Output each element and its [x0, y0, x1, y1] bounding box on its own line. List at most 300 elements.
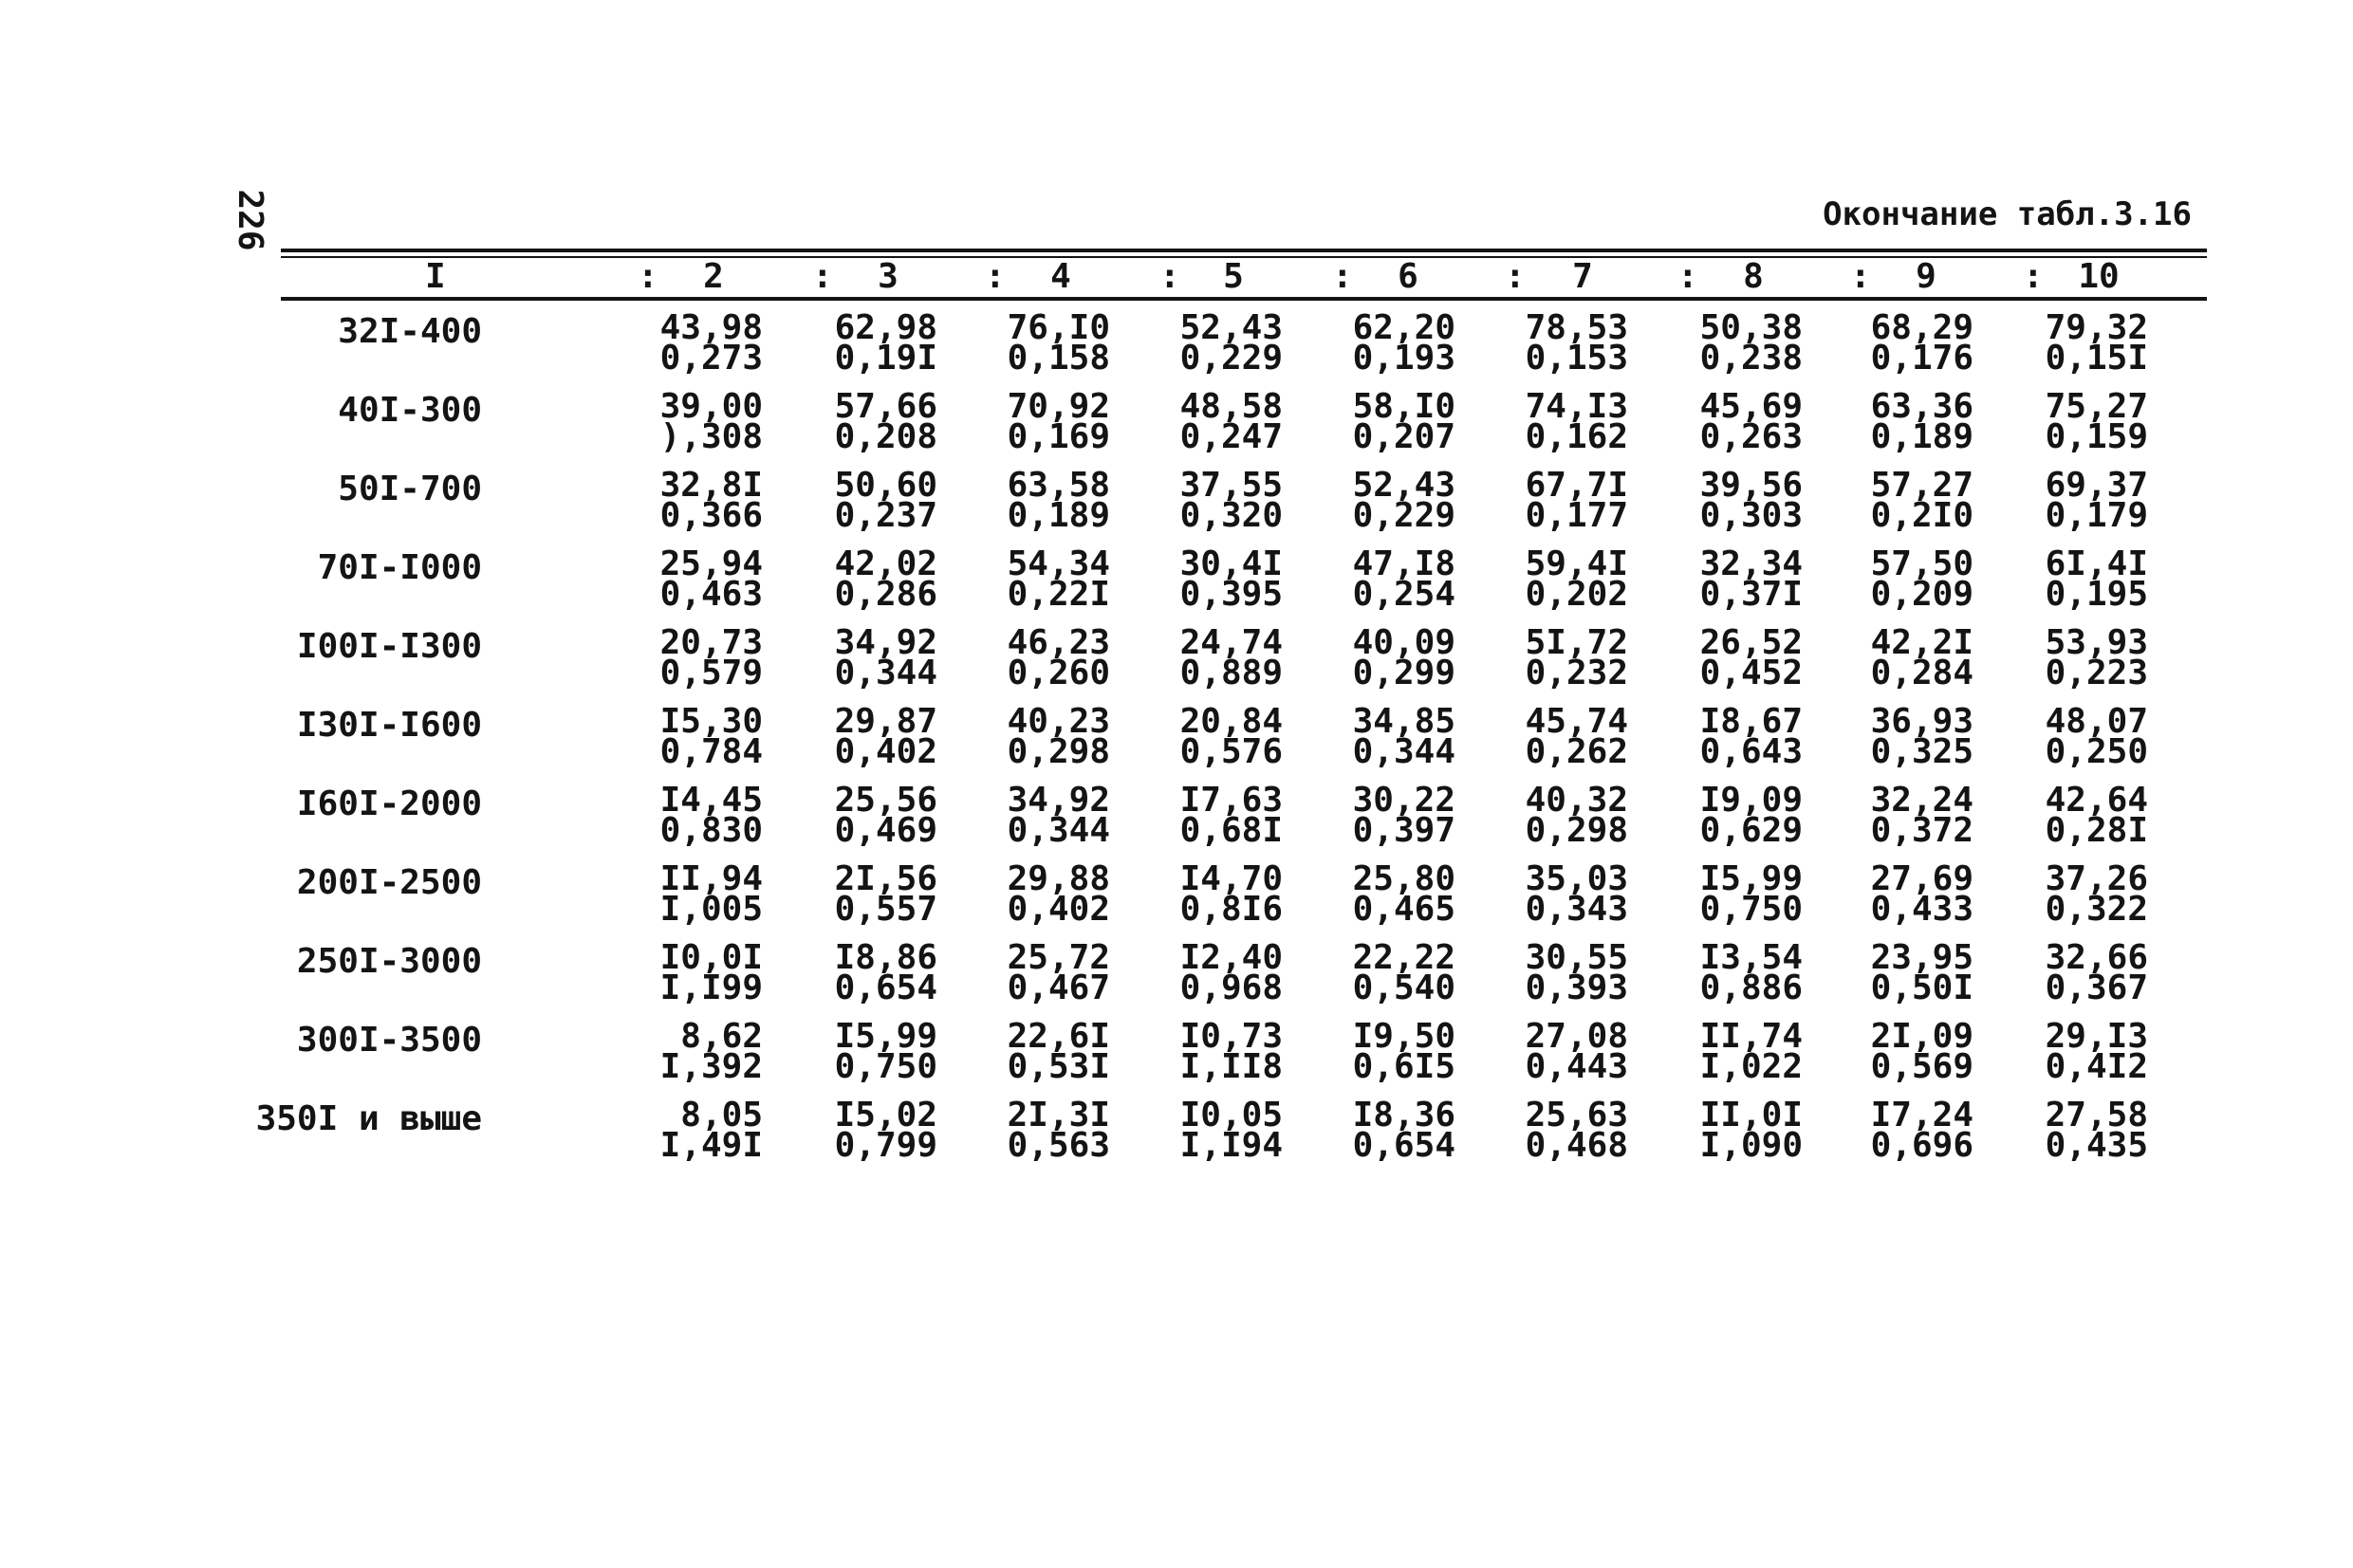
- table-cell: [1689, 1017, 1803, 1086]
- table-cell: [824, 623, 937, 692]
- cell-value-top: 42,64: [2045, 781, 2148, 820]
- cell-value-top: 62,20: [1352, 308, 1455, 347]
- cell-value-top: 58,I0: [1352, 387, 1455, 426]
- table-row: [0, 938, 2353, 1022]
- cell-value-bottom: I,I99: [659, 968, 763, 1007]
- cell-value-bottom: 0,344: [1352, 732, 1455, 771]
- table-cell: [2034, 387, 2148, 456]
- cell-value-bottom: 0,162: [1525, 417, 1628, 456]
- header-separator: :: [1677, 257, 1698, 296]
- table-cell: [824, 466, 937, 535]
- cell-value-top: I8,36: [1352, 1096, 1455, 1134]
- table-cell: [1169, 387, 1283, 456]
- cell-value-top: 30,55: [1525, 938, 1628, 977]
- cell-value-top: 29,88: [1007, 859, 1110, 898]
- table-row: [0, 387, 2353, 470]
- table-cell: [1342, 623, 1455, 692]
- cell-value-top: 30,4I: [1179, 544, 1283, 583]
- cell-value-top: 2I,56: [834, 859, 937, 898]
- cell-value-top: 42,02: [834, 544, 937, 583]
- cell-value-top: I5,30: [659, 702, 763, 741]
- cell-value-bottom: 0,176: [1870, 339, 1973, 378]
- table-cell: [1860, 466, 1973, 535]
- cell-value-bottom: 0,654: [1352, 1126, 1455, 1165]
- cell-value-bottom: 0,393: [1525, 968, 1628, 1007]
- cell-value-bottom: 0,250: [2045, 732, 2148, 771]
- table-cell: [2034, 859, 2148, 929]
- cell-value-top: 6I,4I: [2045, 544, 2148, 583]
- cell-value-top: 22,22: [1352, 938, 1455, 977]
- header-separator: :: [1505, 257, 1526, 296]
- cell-value-top: I0,73: [1179, 1017, 1283, 1056]
- cell-value-top: 52,43: [1352, 466, 1455, 505]
- table-cell: [1514, 466, 1628, 535]
- header-col-1: I: [425, 257, 446, 296]
- cell-value-bottom: 0,260: [1007, 654, 1110, 692]
- table-cell: [1342, 387, 1455, 456]
- cell-value-bottom: 0,402: [1007, 890, 1110, 929]
- cell-value-top: 50,38: [1699, 308, 1803, 347]
- table-cell: [824, 308, 937, 378]
- cell-value-bottom: 0,465: [1352, 890, 1455, 929]
- cell-value-top: 76,I0: [1007, 308, 1110, 347]
- table-cell: [1514, 1017, 1628, 1086]
- cell-value-top: I5,02: [834, 1096, 937, 1134]
- cell-value-bottom: 0,15I: [2045, 339, 2148, 378]
- table-cell: [1514, 544, 1628, 614]
- cell-value-bottom: 0,284: [1870, 654, 1973, 692]
- table-cell: [996, 938, 1110, 1007]
- cell-value-top: I9,50: [1352, 1017, 1455, 1056]
- cell-value-bottom: 0,367: [2045, 968, 2148, 1007]
- cell-value-top: 63,58: [1007, 466, 1110, 505]
- cell-value-top: II,74: [1699, 1017, 1803, 1056]
- cell-value-top: 46,23: [1007, 623, 1110, 662]
- table-cell: [1860, 387, 1973, 456]
- cell-value-bottom: 0,402: [834, 732, 937, 771]
- table-header: [0, 258, 2353, 296]
- table-cell: [1169, 859, 1283, 929]
- cell-value-bottom: 0,159: [2045, 417, 2148, 456]
- cell-value-top: 70,92: [1007, 387, 1110, 426]
- table-cell: [649, 1017, 763, 1086]
- cell-value-top: 78,53: [1525, 308, 1628, 347]
- row-label: 40I-300: [338, 391, 482, 430]
- cell-value-bottom: 0,193: [1352, 339, 1455, 378]
- cell-value-bottom: 0,322: [2045, 890, 2148, 929]
- cell-value-bottom: 0,189: [1870, 417, 1973, 456]
- cell-value-bottom: 0,696: [1870, 1126, 1973, 1165]
- cell-value-bottom: 0,153: [1525, 339, 1628, 378]
- table-cell: [824, 1017, 937, 1086]
- table-cell: [2034, 781, 2148, 850]
- cell-value-top: I7,63: [1179, 781, 1283, 820]
- cell-value-bottom: 0,435: [2045, 1126, 2148, 1165]
- cell-value-bottom: ),308: [659, 417, 763, 456]
- table-cell: [824, 1096, 937, 1165]
- table-cell: [824, 859, 937, 929]
- cell-value-bottom: 0,750: [834, 1047, 937, 1086]
- cell-value-top: 52,43: [1179, 308, 1283, 347]
- cell-value-top: 29,87: [834, 702, 937, 741]
- cell-value-top: 45,69: [1699, 387, 1803, 426]
- cell-value-top: 50,60: [834, 466, 937, 505]
- cell-value-bottom: 0,177: [1525, 496, 1628, 535]
- table-cell: [996, 702, 1110, 771]
- table-cell: [996, 781, 1110, 850]
- table-row: [0, 1096, 2353, 1179]
- cell-value-top: I4,45: [659, 781, 763, 820]
- cell-value-bottom: 0,6I5: [1352, 1047, 1455, 1086]
- table-cell: [1860, 623, 1973, 692]
- table-cell: [1514, 702, 1628, 771]
- cell-value-bottom: 0,750: [1699, 890, 1803, 929]
- cell-value-bottom: 0,263: [1699, 417, 1803, 456]
- table-cell: [1169, 702, 1283, 771]
- table-cell: [824, 544, 937, 614]
- cell-value-bottom: 0,629: [1699, 811, 1803, 850]
- cell-value-bottom: 0,208: [834, 417, 937, 456]
- table-cell: [1342, 466, 1455, 535]
- cell-value-top: 2I,09: [1870, 1017, 1973, 1056]
- cell-value-top: II,0I: [1699, 1096, 1803, 1134]
- cell-value-bottom: 0,784: [659, 732, 763, 771]
- cell-value-bottom: 0,830: [659, 811, 763, 850]
- cell-value-top: 24,74: [1179, 623, 1283, 662]
- cell-value-top: 23,95: [1870, 938, 1973, 977]
- cell-value-bottom: 0,229: [1352, 496, 1455, 535]
- cell-value-bottom: 0,366: [659, 496, 763, 535]
- table-row: [0, 623, 2353, 707]
- table-cell: [1342, 859, 1455, 929]
- table-cell: [1169, 781, 1283, 850]
- cell-value-top: 62,98: [834, 308, 937, 347]
- table-cell: [1342, 1096, 1455, 1165]
- table-cell: [996, 308, 1110, 378]
- cell-value-top: 8,05: [680, 1096, 763, 1134]
- table-cell: [1169, 938, 1283, 1007]
- table-cell: [1169, 544, 1283, 614]
- cell-value-bottom: 0,469: [834, 811, 937, 850]
- header-bottom-rule: [281, 297, 2207, 301]
- table-cell: [1169, 1096, 1283, 1165]
- table-cell: [2034, 1017, 2148, 1086]
- cell-value-bottom: 0,28I: [2045, 811, 2148, 850]
- table-cell: [649, 387, 763, 456]
- table-cell: [1689, 702, 1803, 771]
- cell-value-top: 40,09: [1352, 623, 1455, 662]
- table-body: [0, 308, 2353, 1179]
- cell-value-top: 25,63: [1525, 1096, 1628, 1134]
- cell-value-top: I8,67: [1699, 702, 1803, 741]
- cell-value-top: 59,4I: [1525, 544, 1628, 583]
- table-cell: [1342, 1017, 1455, 1086]
- table-cell: [1689, 387, 1803, 456]
- cell-value-top: 25,80: [1352, 859, 1455, 898]
- table-cell: [2034, 623, 2148, 692]
- cell-value-top: 27,69: [1870, 859, 1973, 898]
- cell-value-top: I4,70: [1179, 859, 1283, 898]
- cell-value-top: 27,08: [1525, 1017, 1628, 1056]
- cell-value-bottom: 0,372: [1870, 811, 1973, 850]
- cell-value-bottom: 0,298: [1007, 732, 1110, 771]
- table-cell: [1514, 781, 1628, 850]
- cell-value-top: 35,03: [1525, 859, 1628, 898]
- cell-value-top: I2,40: [1179, 938, 1283, 977]
- cell-value-bottom: 0,563: [1007, 1126, 1110, 1165]
- table-cell: [1169, 623, 1283, 692]
- header-separator: :: [985, 257, 1006, 296]
- cell-value-top: 79,32: [2045, 308, 2148, 347]
- cell-value-top: 63,36: [1870, 387, 1973, 426]
- cell-value-top: 37,55: [1179, 466, 1283, 505]
- cell-value-top: 30,22: [1352, 781, 1455, 820]
- cell-value-bottom: 0,433: [1870, 890, 1973, 929]
- row-label: 250I-3000: [296, 942, 482, 981]
- cell-value-top: 68,29: [1870, 308, 1973, 347]
- table-cell: [824, 702, 937, 771]
- header-col-8: 8: [1743, 257, 1764, 296]
- cell-value-top: 47,I8: [1352, 544, 1455, 583]
- table-cell: [996, 1017, 1110, 1086]
- cell-value-bottom: 0,463: [659, 575, 763, 614]
- cell-value-bottom: 0,189: [1007, 496, 1110, 535]
- header-separator: :: [812, 257, 833, 296]
- cell-value-bottom: 0,19I: [834, 339, 937, 378]
- header-separator: :: [1850, 257, 1871, 296]
- table-cell: [1860, 1096, 1973, 1165]
- table-cell: [1514, 1096, 1628, 1165]
- table-row: [0, 1017, 2353, 1100]
- cell-value-bottom: 0,395: [1179, 575, 1283, 614]
- cell-value-top: 26,52: [1699, 623, 1803, 662]
- header-col-6: 6: [1398, 257, 1418, 296]
- table-cell: [1342, 781, 1455, 850]
- cell-value-top: 37,26: [2045, 859, 2148, 898]
- header-separator: :: [1159, 257, 1180, 296]
- cell-value-bottom: 0,654: [834, 968, 937, 1007]
- header-col-5: 5: [1223, 257, 1244, 296]
- header-top-rule: [281, 249, 2207, 252]
- cell-value-top: 34,92: [834, 623, 937, 662]
- header-separator: :: [2023, 257, 2044, 296]
- table-cell: [1860, 544, 1973, 614]
- cell-value-bottom: 0,232: [1525, 654, 1628, 692]
- cell-value-bottom: 0,262: [1525, 732, 1628, 771]
- cell-value-top: I0,05: [1179, 1096, 1283, 1134]
- row-label: 32I-400: [338, 312, 482, 351]
- table-cell: [649, 859, 763, 929]
- table-cell: [649, 544, 763, 614]
- cell-value-bottom: 0,298: [1525, 811, 1628, 850]
- table-caption: Окончание табл.3.16: [1823, 195, 2192, 233]
- cell-value-bottom: 0,223: [2045, 654, 2148, 692]
- cell-value-bottom: 0,540: [1352, 968, 1455, 1007]
- cell-value-bottom: 0,557: [834, 890, 937, 929]
- table-cell: [1169, 466, 1283, 535]
- table-row: [0, 308, 2353, 392]
- cell-value-bottom: 0,273: [659, 339, 763, 378]
- table-cell: [996, 387, 1110, 456]
- table-cell: [649, 466, 763, 535]
- cell-value-top: 48,58: [1179, 387, 1283, 426]
- cell-value-bottom: 0,643: [1699, 732, 1803, 771]
- cell-value-bottom: I,I94: [1179, 1126, 1283, 1165]
- header-col-7: 7: [1572, 257, 1593, 296]
- cell-value-top: 8,62: [680, 1017, 763, 1056]
- cell-value-bottom: 0,237: [834, 496, 937, 535]
- table-cell: [996, 466, 1110, 535]
- table-cell: [1689, 781, 1803, 850]
- cell-value-bottom: 0,37I: [1699, 575, 1803, 614]
- cell-value-top: 27,58: [2045, 1096, 2148, 1134]
- cell-value-top: I5,99: [834, 1017, 937, 1056]
- cell-value-bottom: I,392: [659, 1047, 763, 1086]
- table-cell: [1342, 308, 1455, 378]
- table-cell: [1860, 781, 1973, 850]
- cell-value-top: 53,93: [2045, 623, 2148, 662]
- cell-value-top: 2I,3I: [1007, 1096, 1110, 1134]
- cell-value-top: 48,07: [2045, 702, 2148, 741]
- table-cell: [649, 702, 763, 771]
- cell-value-top: 25,56: [834, 781, 937, 820]
- table-cell: [1689, 1096, 1803, 1165]
- table-cell: [649, 938, 763, 1007]
- cell-value-bottom: 0,968: [1179, 968, 1283, 1007]
- table-cell: [1514, 308, 1628, 378]
- row-label: 70I-I000: [317, 548, 482, 587]
- cell-value-bottom: I,090: [1699, 1126, 1803, 1165]
- cell-value-bottom: 0,209: [1870, 575, 1973, 614]
- header-separator: :: [1332, 257, 1353, 296]
- table-cell: [824, 387, 937, 456]
- cell-value-top: II,94: [659, 859, 763, 898]
- table-cell: [1689, 544, 1803, 614]
- cell-value-bottom: 0,889: [1179, 654, 1283, 692]
- cell-value-top: 74,I3: [1525, 387, 1628, 426]
- cell-value-bottom: 0,303: [1699, 496, 1803, 535]
- cell-value-bottom: 0,53I: [1007, 1047, 1110, 1086]
- cell-value-bottom: 0,68I: [1179, 811, 1283, 850]
- cell-value-bottom: 0,254: [1352, 575, 1455, 614]
- cell-value-bottom: I,49I: [659, 1126, 763, 1165]
- table-cell: [824, 938, 937, 1007]
- table-row: [0, 702, 2353, 785]
- table-cell: [1689, 859, 1803, 929]
- header-col-10: 10: [2078, 257, 2120, 296]
- cell-value-top: I5,99: [1699, 859, 1803, 898]
- cell-value-bottom: 0,4I2: [2045, 1047, 2148, 1086]
- cell-value-top: 29,I3: [2045, 1017, 2148, 1056]
- table-cell: [649, 781, 763, 850]
- table-cell: [1689, 623, 1803, 692]
- cell-value-bottom: 0,344: [1007, 811, 1110, 850]
- cell-value-bottom: 0,169: [1007, 417, 1110, 456]
- table-cell: [996, 859, 1110, 929]
- table-cell: [1689, 308, 1803, 378]
- cell-value-top: 57,66: [834, 387, 937, 426]
- cell-value-bottom: I,022: [1699, 1047, 1803, 1086]
- header-col-4: 4: [1050, 257, 1071, 296]
- cell-value-top: I7,24: [1870, 1096, 1973, 1134]
- cell-value-bottom: 0,443: [1525, 1047, 1628, 1086]
- cell-value-bottom: 0,325: [1870, 732, 1973, 771]
- cell-value-bottom: 0,229: [1179, 339, 1283, 378]
- table-row: [0, 781, 2353, 864]
- table-cell: [1169, 308, 1283, 378]
- table-cell: [1689, 466, 1803, 535]
- table-cell: [649, 623, 763, 692]
- cell-value-bottom: 0,207: [1352, 417, 1455, 456]
- header-col-9: 9: [1916, 257, 1936, 296]
- cell-value-top: I9,09: [1699, 781, 1803, 820]
- header-col-3: 3: [878, 257, 899, 296]
- table-cell: [1342, 544, 1455, 614]
- cell-value-top: 54,34: [1007, 544, 1110, 583]
- table-row: [0, 466, 2353, 549]
- table-cell: [1860, 938, 1973, 1007]
- table-cell: [2034, 702, 2148, 771]
- cell-value-bottom: 0,179: [2045, 496, 2148, 535]
- cell-value-top: 25,94: [659, 544, 763, 583]
- cell-value-bottom: 0,467: [1007, 968, 1110, 1007]
- cell-value-top: 67,7I: [1525, 466, 1628, 505]
- cell-value-bottom: 0,799: [834, 1126, 937, 1165]
- table-cell: [2034, 544, 2148, 614]
- cell-value-top: 40,32: [1525, 781, 1628, 820]
- cell-value-top: 75,27: [2045, 387, 2148, 426]
- cell-value-top: 32,24: [1870, 781, 1973, 820]
- table-cell: [649, 1096, 763, 1165]
- cell-value-bottom: 0,468: [1525, 1126, 1628, 1165]
- cell-value-bottom: 0,299: [1352, 654, 1455, 692]
- table-cell: [1342, 938, 1455, 1007]
- cell-value-bottom: 0,8I6: [1179, 890, 1283, 929]
- row-label: 300I-3500: [296, 1021, 482, 1060]
- cell-value-top: 43,98: [659, 308, 763, 347]
- cell-value-bottom: I,II8: [1179, 1047, 1283, 1086]
- header-col-2: 2: [703, 257, 724, 296]
- cell-value-bottom: 0,343: [1525, 890, 1628, 929]
- cell-value-bottom: 0,2I0: [1870, 496, 1973, 535]
- cell-value-top: 45,74: [1525, 702, 1628, 741]
- table-cell: [1860, 859, 1973, 929]
- table-cell: [1860, 308, 1973, 378]
- cell-value-bottom: 0,286: [834, 575, 937, 614]
- header-separator: :: [638, 257, 658, 296]
- table-cell: [2034, 308, 2148, 378]
- cell-value-bottom: 0,238: [1699, 339, 1803, 378]
- cell-value-top: 34,85: [1352, 702, 1455, 741]
- cell-value-top: 40,23: [1007, 702, 1110, 741]
- table-cell: [1860, 1017, 1973, 1086]
- row-label: I30I-I600: [296, 706, 482, 745]
- table-cell: [1514, 387, 1628, 456]
- cell-value-bottom: 0,202: [1525, 575, 1628, 614]
- table-cell: [1169, 1017, 1283, 1086]
- cell-value-top: I3,54: [1699, 938, 1803, 977]
- table-cell: [2034, 466, 2148, 535]
- cell-value-bottom: 0,195: [2045, 575, 2148, 614]
- cell-value-top: 20,73: [659, 623, 763, 662]
- cell-value-top: 39,00: [659, 387, 763, 426]
- cell-value-bottom: 0,158: [1007, 339, 1110, 378]
- page-number: 226: [231, 189, 269, 251]
- cell-value-top: 5I,72: [1525, 623, 1628, 662]
- cell-value-top: 36,93: [1870, 702, 1973, 741]
- table-cell: [1514, 859, 1628, 929]
- cell-value-top: I8,86: [834, 938, 937, 977]
